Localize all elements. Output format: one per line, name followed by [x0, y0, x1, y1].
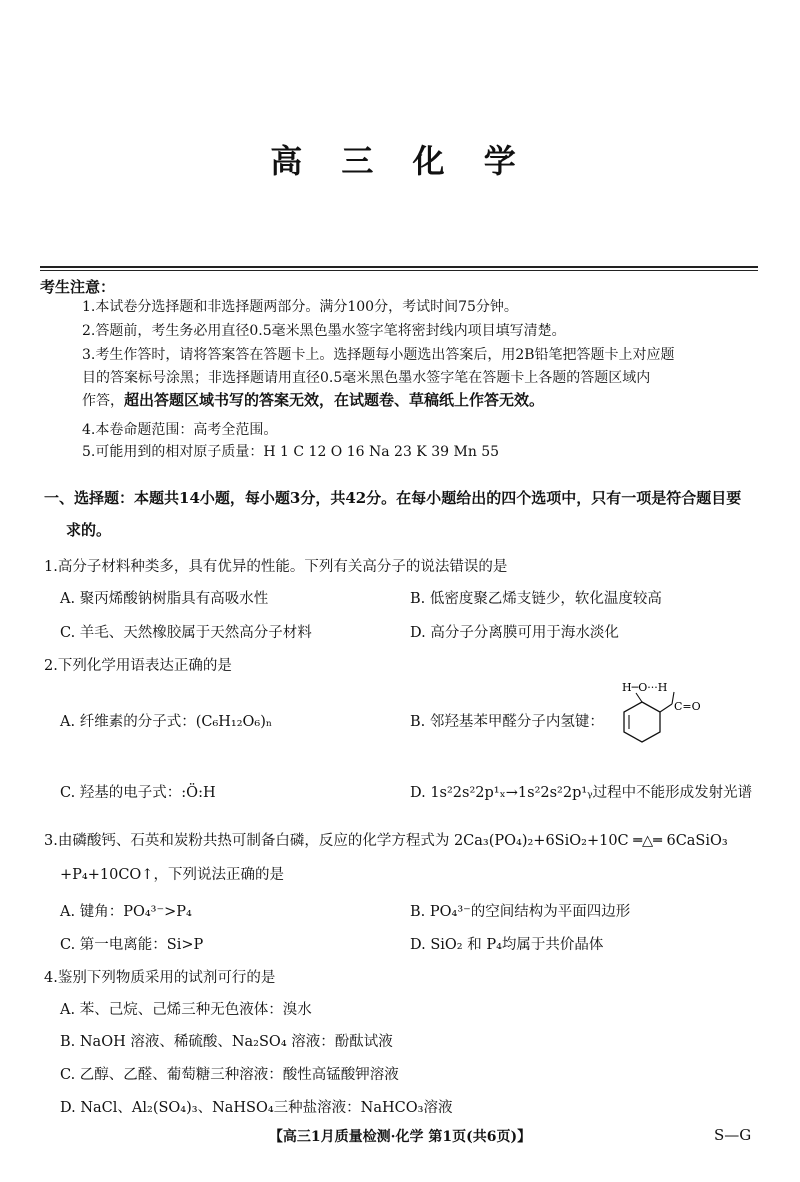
question-4-stem: 4.鉴别下列物质采用的试剂可行的是: [44, 970, 276, 986]
page-title: 高 三 化 学: [270, 142, 530, 180]
structure-hbond-label: H─O···H: [622, 681, 668, 694]
notice-item-2: 2.答题前，考生务必用直径0.5毫米黑色墨水签字笔将密封线内项目填写清楚。: [82, 323, 566, 339]
question-3-option-d: D. SiO₂ 和 P₄均属于共价晶体: [410, 937, 604, 953]
notice-item-3c-prefix: 作答，: [82, 393, 124, 409]
question-1-option-a: A. 聚丙烯酸钠树脂具有高吸水性: [60, 591, 269, 607]
divider: [40, 266, 758, 268]
question-1-option-b: B. 低密度聚乙烯支链少，软化温度较高: [410, 591, 662, 607]
structure-carbonyl-label: C=O: [674, 700, 701, 713]
notice-item-4: 4.本卷命题范围：高考全范围。: [82, 422, 278, 438]
question-2-option-a: A. 纤维素的分子式：(C₆H₁₂O₆)ₙ: [60, 714, 273, 730]
question-2-option-d: D. 1s²2s²2p¹ₓ→1s²2s²2p¹ᵧ过程中不能形成发射光谱: [410, 785, 753, 801]
salicylaldehyde-structure: [620, 680, 730, 750]
question-3-option-b: B. PO₄³⁻的空间结构为平面四边形: [410, 904, 631, 920]
oh-bond: [636, 693, 642, 702]
notice-item-5: 5.可能用到的相对原子质量：H 1 C 12 O 16 Na 23 K 39 Mn 55: [82, 444, 500, 460]
notice-heading: 考生注意：: [40, 278, 116, 296]
question-2-option-c: C. 羟基的电子式：:Ö:H: [60, 785, 216, 801]
notice-item-3c: [82, 391, 544, 410]
question-3-stem-1: 3.由磷酸钙、石英和炭粉共热可制备白磷，反应的化学方程式为 2Ca₃(PO₄)₂+6SiO₂+10C ═△═ 6CaSiO₃: [44, 833, 728, 849]
notice-item-1: 1.本试卷分选择题和非选择题两部分。满分100分，考试时间75分钟。: [82, 299, 518, 315]
cho-bond: [660, 704, 672, 712]
question-1-option-c: C. 羊毛、天然橡胶属于天然高分子材料: [60, 625, 312, 641]
question-3-option-c: C. 第一电离能：Si>P: [60, 937, 204, 953]
question-2-stem: 2.下列化学用语表达正确的是: [44, 658, 232, 674]
divider: [40, 270, 758, 271]
notice-item-3b: 目的答案标号涂黑；非选择题请用直径0.5毫米黑色墨水签字笔在答题卡上各题的答题区域内: [82, 370, 651, 386]
notice-item-3a: 3.考生作答时，请将答案答在答题卡上。选择题每小题选出答案后，用2B铅笔把答题卡上对应题: [82, 347, 675, 363]
notice-item-3c-bold: 超出答题区域书写的答案无效，在试题卷、草稿纸上作答无效。: [124, 391, 545, 409]
question-3-stem-2: +P₄+10CO↑，下列说法正确的是: [60, 867, 284, 883]
page-footer: 【高三1月质量检测·化学 第1页(共6页)】: [268, 1129, 532, 1145]
question-4-option-b: B. NaOH 溶液、稀硫酸、Na₂SO₄ 溶液：酚酞试液: [60, 1034, 393, 1050]
paper-code: S—G: [714, 1126, 752, 1144]
question-2-option-b: B. 邻羟基苯甲醛分子内氢键：: [410, 714, 604, 730]
question-4-option-a: A. 苯、己烷、己烯三种无色液体：溴水: [60, 1002, 312, 1018]
question-1-stem: 1.高分子材料种类多，具有优异的性能。下列有关高分子的说法错误的是: [44, 559, 508, 575]
question-1-option-d: D. 高分子分离膜可用于海水淡化: [410, 625, 619, 641]
question-4-option-d: D. NaCl、Al₂(SO₄)₃、NaHSO₄三种盐溶液：NaHCO₃溶液: [60, 1100, 453, 1116]
question-3-option-a: A. 键角：PO₄³⁻>P₄: [60, 904, 192, 920]
section-heading-line2: 求的。: [66, 521, 112, 539]
question-4-option-c: C. 乙醇、乙醛、葡萄糖三种溶液：酸性高锰酸钾溶液: [60, 1067, 399, 1083]
section-heading-line1: 一、选择题：本题共14小题，每小题3分，共42分。在每小题给出的四个选项中，只有一项是符合题目要: [44, 489, 742, 507]
